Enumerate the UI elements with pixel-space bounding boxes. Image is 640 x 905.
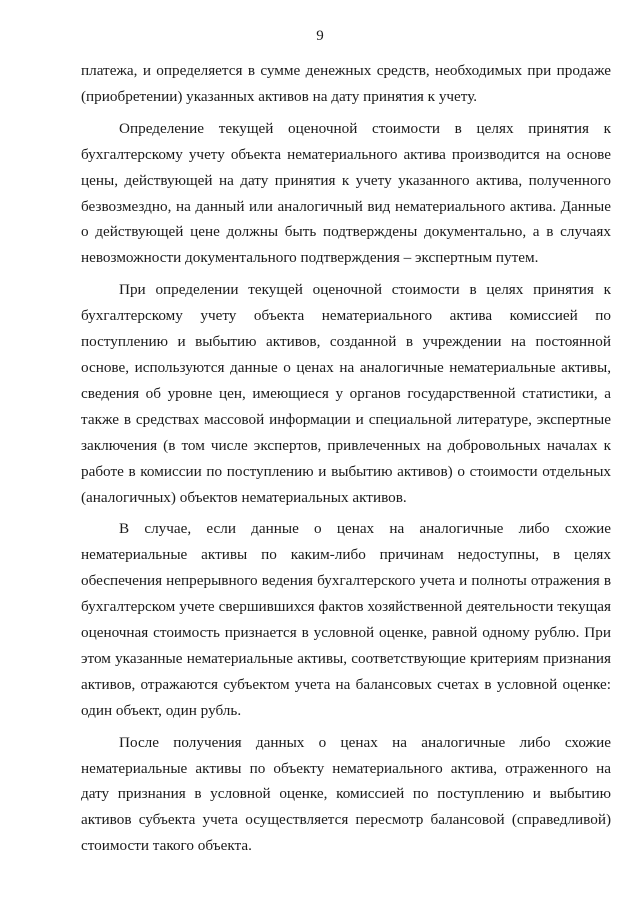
paragraph-valuation-definition: Определение текущей оценочной стоимости в целях принятия к бухгалтерскому учету объекта нематериального актива производится на основе цены, действующей на дату принятия к учету указанного актива, полученного безвозмездно, на данный или аналогичный вид нематериального актива. Данные о действующей цене должны быть подтверждены документально, а в случаях невозможности документального подтверждения – экспертным путем. <box>81 119 611 267</box>
paragraph-continuation: платежа, и определяется в сумме денежных средств, необходимых при продаже (приобретении) указанных активов на дату принятия к учету. <box>81 62 611 105</box>
document-body <box>81 58 611 859</box>
page-number: 9 <box>316 28 324 44</box>
paragraph-conditional-valuation: В случае, если данные о ценах на аналогичные либо схожие нематериальные активы по каким-либо причинам недоступны, в целях обеспечения непрерывного ведения бухгалтерского учета и полноты отражения в бухгалтерском учете свершившихся фактов хозяйственной деятельности текущая оценочная стоимость признается в условной оценке, равной одному рублю. При этом указанные нематериальные активы, соответствующие критериям признания активов, отражаются субъектом учета на балансовых счетах в условной оценке: один объект, один рубль. <box>81 520 611 719</box>
paragraph-commission-data-sources: При определении текущей оценочной стоимости в целях принятия к бухгалтерскому учету объекта нематериального актива комиссией по поступлению и выбытию активов, созданной в учреждении на постоянной основе, используются данные о ценах на аналогичные нематериальные активы, сведения об уровне цен, имеющиеся у органов государственной статистики, а также в средствах массовой информации и специальной литературе, экспертные заключения (в том числе экспертов, привлеченных на добровольных началах к работе в комиссии по поступлению и выбытию активов) о стоимости отдельных (аналогичных) объектов нематериальных активов. <box>81 281 611 506</box>
paragraph-revaluation: После получения данных о ценах на аналогичные либо схожие нематериальные активы по объекту нематериального актива, отраженного на дату признания в условной оценке, комиссией по поступлению и выбытию активов субъекта учета осуществляется пересмотр балансовой (справедливой) стоимости такого объекта. <box>81 733 611 855</box>
